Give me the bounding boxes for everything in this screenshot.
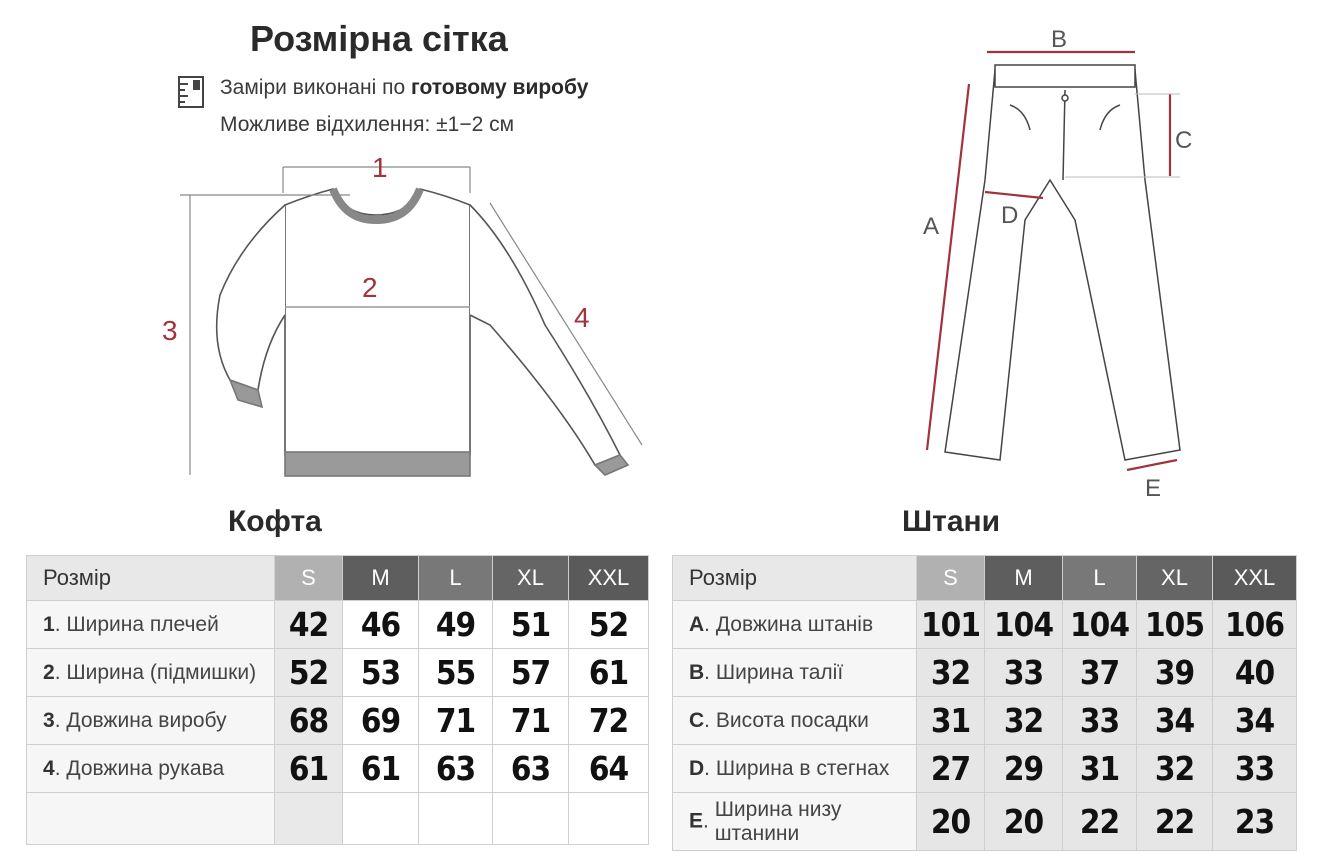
size-value: 72: [569, 697, 649, 745]
row-label: [27, 649, 275, 697]
size-value: 68: [275, 697, 343, 745]
size-value: 104: [1063, 601, 1137, 649]
size-value: 33: [1213, 745, 1297, 793]
size-value: 53: [343, 649, 419, 697]
size-value: 52: [569, 601, 649, 649]
table-row: [27, 793, 649, 845]
row-key: B: [689, 660, 705, 684]
row-label: [27, 745, 275, 793]
table-row: [27, 601, 649, 649]
size-value: 33: [985, 649, 1063, 697]
row-key: 2: [43, 660, 55, 684]
row-key: C: [689, 708, 705, 732]
size-value: 34: [1137, 697, 1213, 745]
size-m: M: [343, 556, 419, 601]
size-value: 20: [917, 793, 985, 851]
size-value: 61: [275, 745, 343, 793]
size-value: 63: [419, 745, 493, 793]
size-s: S: [917, 556, 985, 601]
row-label: [673, 793, 917, 851]
size-value: 42: [275, 601, 343, 649]
row-key-separator: .: [54, 756, 67, 780]
size-value: [343, 793, 419, 845]
size-value: 33: [1063, 697, 1137, 745]
row-label: [673, 697, 917, 745]
size-value: 32: [917, 649, 985, 697]
row-key-separator: .: [54, 660, 67, 684]
size-value: [275, 793, 343, 845]
size-value: 55: [419, 649, 493, 697]
size-value: [569, 793, 649, 845]
size-value: 31: [1063, 745, 1137, 793]
label-3: 3: [162, 315, 178, 346]
label-4: 4: [574, 302, 590, 333]
row-key: 4: [43, 756, 55, 780]
size-value: 40: [1213, 649, 1297, 697]
size-value: 51: [493, 601, 569, 649]
sweater-diagram: [150, 145, 670, 490]
row-key-separator: .: [703, 809, 715, 833]
size-value: 46: [343, 601, 419, 649]
size-value: 105: [1137, 601, 1213, 649]
size-header: Розмір: [673, 556, 917, 601]
row-key: D: [689, 756, 705, 780]
size-value: 34: [1213, 697, 1297, 745]
label-c: C: [1175, 127, 1193, 154]
row-key: 3: [43, 708, 55, 732]
row-label-text: Висота посадки: [715, 708, 869, 732]
row-label: [27, 601, 275, 649]
size-value: 104: [985, 601, 1063, 649]
size-value: 71: [493, 697, 569, 745]
table-row: [673, 601, 1297, 649]
size-value: 37: [1063, 649, 1137, 697]
size-value: 27: [917, 745, 985, 793]
row-key-separator: .: [704, 756, 716, 780]
row-label-text: Ширина плечей: [66, 612, 219, 636]
page-title: Розмірна сітка: [250, 18, 508, 59]
size-value: 63: [493, 745, 569, 793]
label-d: D: [1001, 202, 1019, 229]
size-value: 61: [343, 745, 419, 793]
sweater-size-table: [26, 555, 649, 845]
size-value: 52: [275, 649, 343, 697]
size-value: 106: [1213, 601, 1297, 649]
size-value: 69: [343, 697, 419, 745]
size-xl: XL: [1137, 556, 1213, 601]
size-value: 39: [1137, 649, 1213, 697]
row-label: [27, 697, 275, 745]
pants-size-table: [672, 555, 1297, 851]
row-label-text: Довжина штанів: [715, 612, 874, 636]
row-key: 1: [43, 612, 55, 636]
size-value: 71: [419, 697, 493, 745]
size-l: L: [1063, 556, 1137, 601]
size-value: 29: [985, 745, 1063, 793]
deviation-note: Можливе відхилення: ±1−2 см: [220, 113, 515, 136]
table-row: [27, 697, 649, 745]
row-label: [673, 601, 917, 649]
size-value: 23: [1213, 793, 1297, 851]
size-value: [493, 793, 569, 845]
size-header: Розмір: [27, 556, 275, 601]
table-row: [673, 697, 1297, 745]
label-a: A: [923, 213, 940, 240]
size-value: 101: [917, 601, 985, 649]
table-row: [673, 649, 1297, 697]
size-value: 49: [419, 601, 493, 649]
row-label-text: Ширина талії: [715, 660, 844, 684]
row-label: [673, 649, 917, 697]
table-row: [27, 649, 649, 697]
sweater-section-title: Кофта: [228, 505, 322, 538]
size-value: 22: [1137, 793, 1213, 851]
size-l: L: [419, 556, 493, 601]
pants-diagram: [905, 20, 1215, 500]
row-label-text: Ширина в стегнах: [715, 756, 890, 780]
size-value: 32: [985, 697, 1063, 745]
row-key-separator: .: [704, 612, 716, 636]
size-value: 61: [569, 649, 649, 697]
label-1: 1: [372, 152, 388, 183]
size-m: M: [985, 556, 1063, 601]
size-value: [419, 793, 493, 845]
row-label-text: Ширина низу штанини: [714, 797, 842, 845]
label-b: B: [1051, 26, 1068, 53]
size-value: 22: [1063, 793, 1137, 851]
table-row: [673, 793, 1297, 851]
table-row: [27, 745, 649, 793]
row-key-separator: .: [54, 708, 67, 732]
size-value: 57: [493, 649, 569, 697]
row-label-text: Довжина виробу: [66, 708, 227, 732]
row-label: [27, 793, 275, 845]
size-s: S: [275, 556, 343, 601]
size-xl: XL: [493, 556, 569, 601]
size-value: 31: [917, 697, 985, 745]
measurement-note: [220, 76, 588, 100]
label-e: E: [1145, 475, 1162, 500]
size-xxl: XXL: [1213, 556, 1297, 601]
note-prefix: Заміри виконані по: [220, 76, 406, 99]
row-label: [673, 745, 917, 793]
note-bold: готовому виробу: [410, 76, 589, 99]
row-label-text: Ширина (підмишки): [66, 660, 257, 684]
size-value: 32: [1137, 745, 1213, 793]
row-key-separator: .: [704, 708, 716, 732]
size-value: 64: [569, 745, 649, 793]
table-row: [673, 745, 1297, 793]
row-key: E: [689, 809, 704, 833]
pants-section-title: Штани: [902, 505, 1001, 538]
row-key-separator: .: [54, 612, 67, 636]
size-xxl: XXL: [569, 556, 649, 601]
row-label-text: Довжина рукава: [66, 756, 225, 780]
size-value: 20: [985, 793, 1063, 851]
row-key-separator: .: [704, 660, 716, 684]
label-2: 2: [362, 272, 378, 303]
ruler-icon: [176, 74, 208, 110]
row-key: A: [689, 612, 705, 636]
